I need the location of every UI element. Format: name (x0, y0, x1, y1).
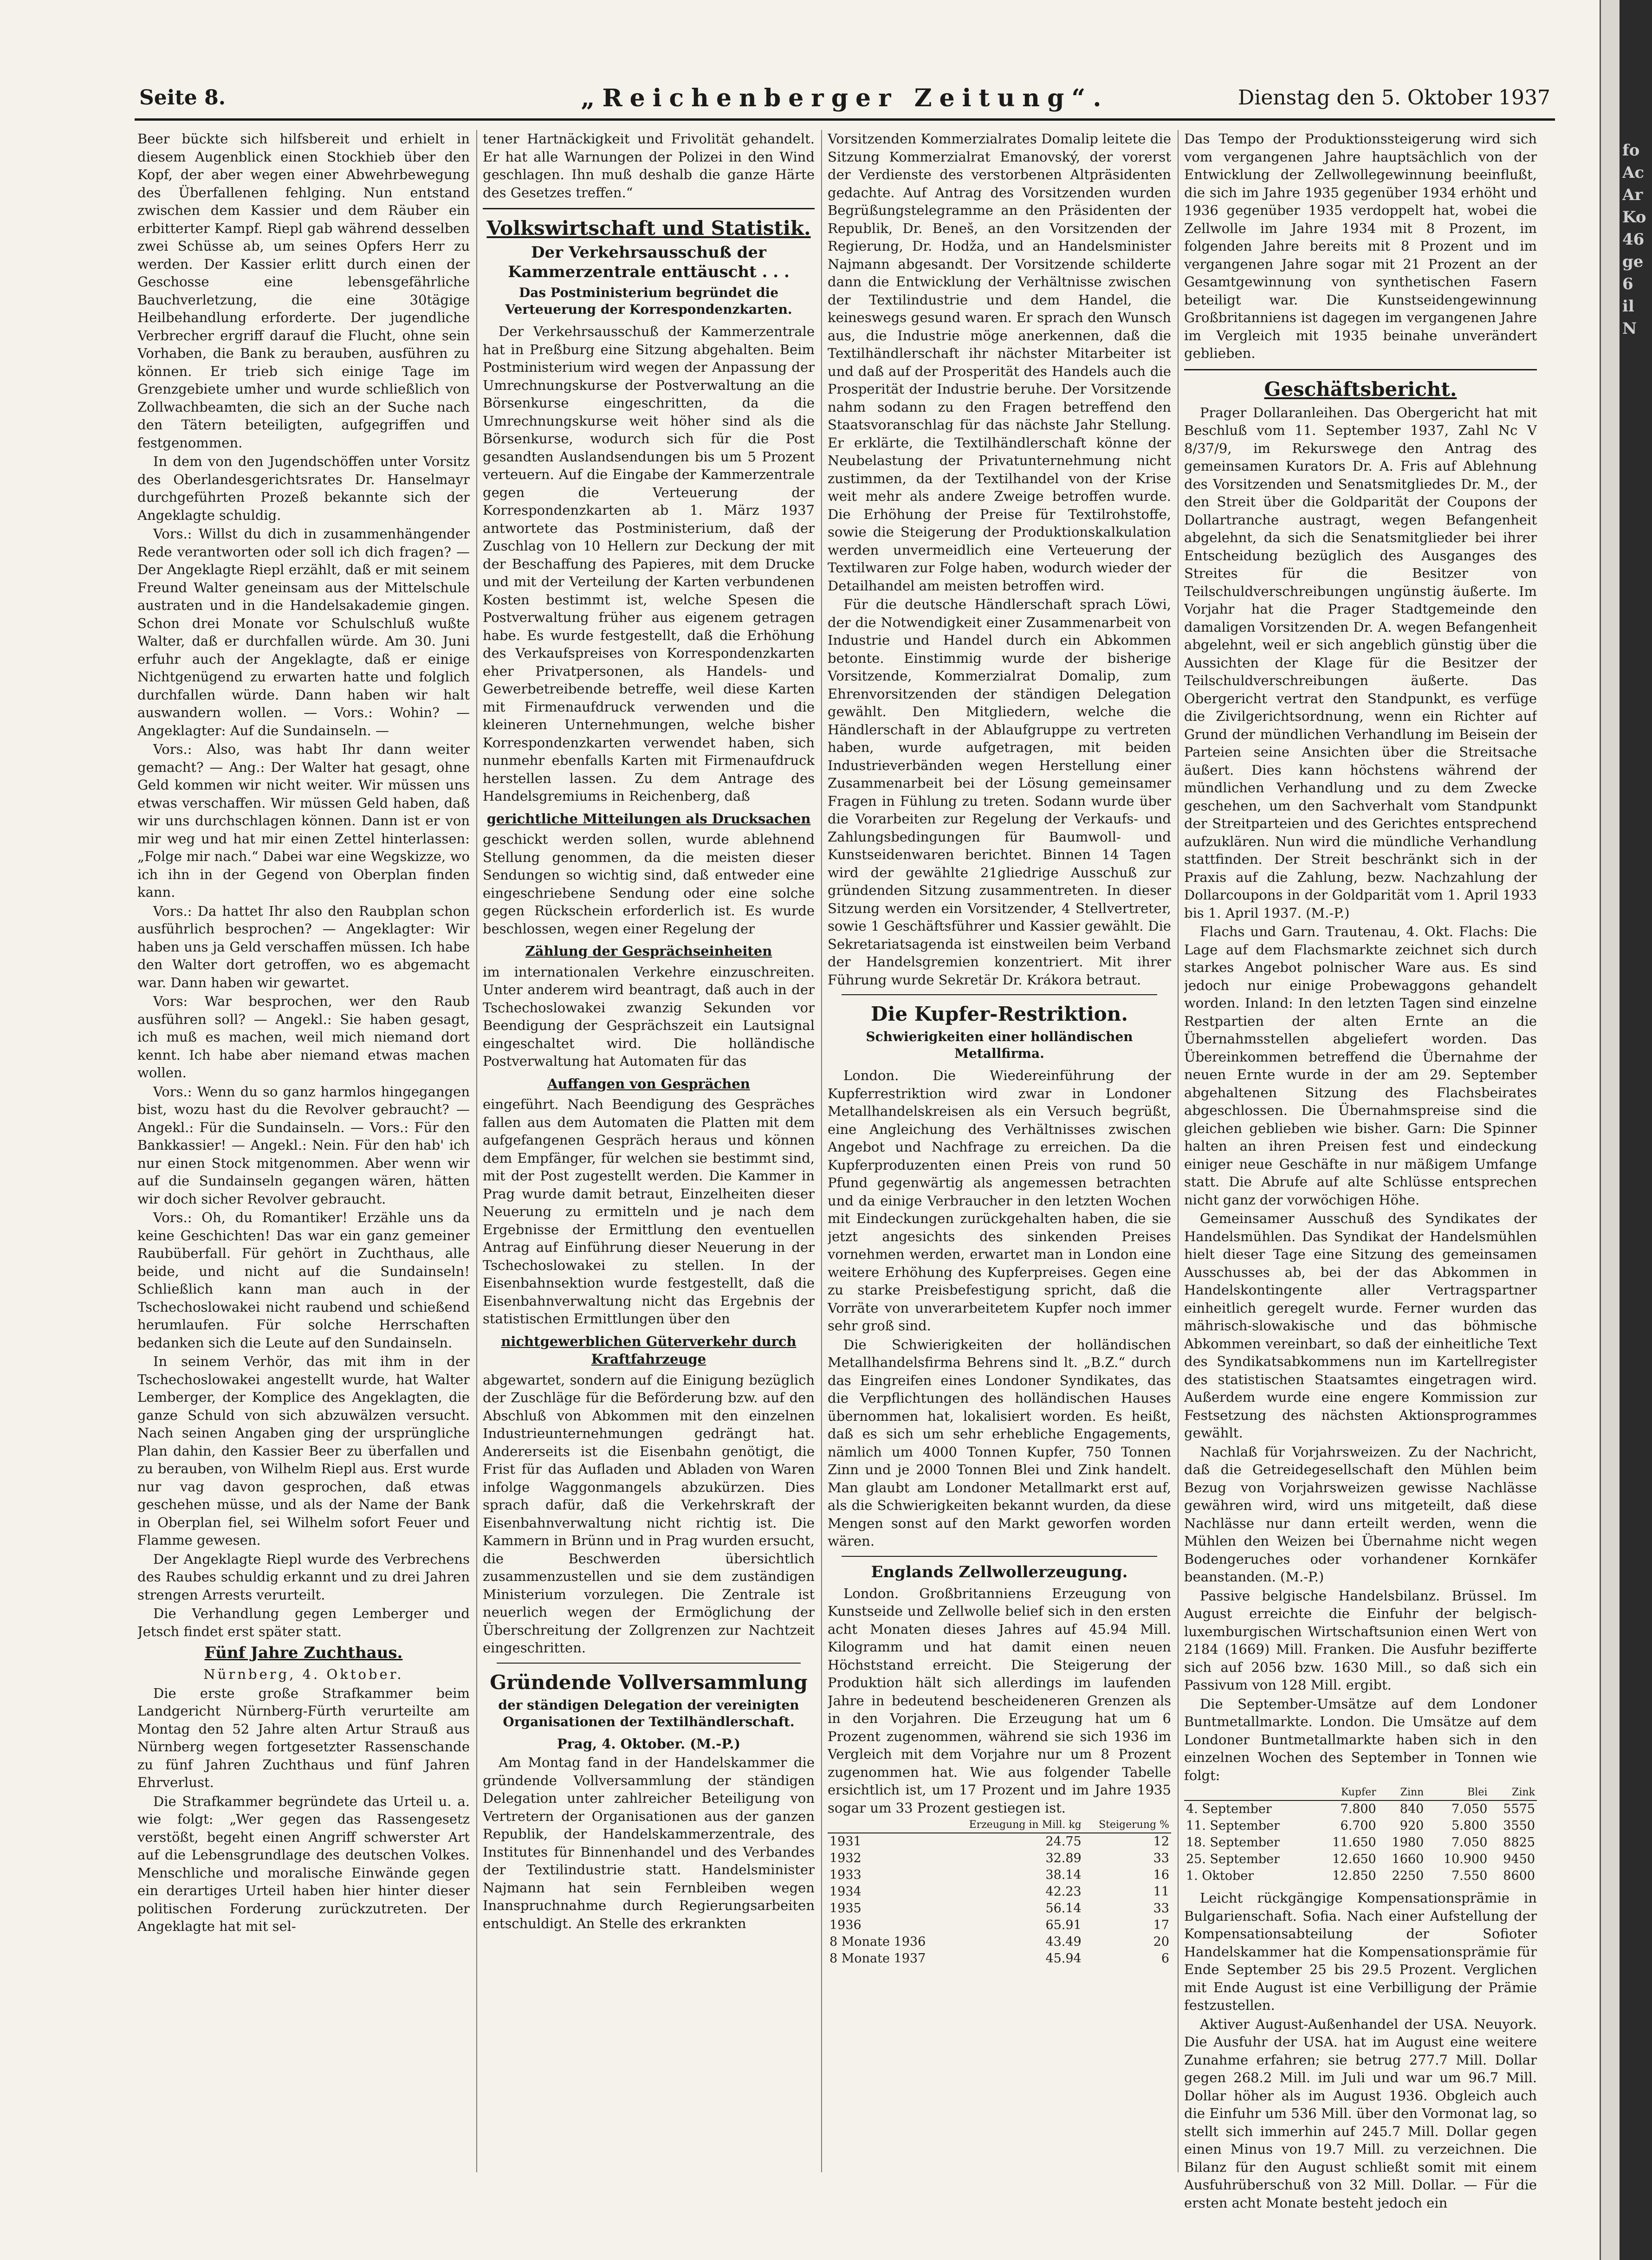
table-cell: 38.14 (1045, 1868, 1082, 1882)
table-row (828, 1884, 1171, 1900)
table-header (1184, 1787, 1315, 1800)
table-cell: 7.050 (1451, 1835, 1488, 1850)
article-headline: Der Verkehrsausschuß der Kammerzentrale enttäuscht . . . (508, 243, 790, 281)
adjacent-page-edge (1620, 0, 1652, 2260)
article-headline: Die Kupfer-Restriktion. (871, 1003, 1128, 1025)
table-cell: 17 (1153, 1918, 1169, 1932)
article-paragraph: London. Die Wiedereinführung der Kupferrestriktion wird zwar in Londoner Metallhandelskreisen als ein Versuch begrüßt, eine Angleichung des Verhältnisses zwischen Angebot und Nachfrage zu erreichen. Da die Kupferproduzenten einen Preis von rund 50 Pfund gegenwärtig als angemessen betrachten und da einige Verbraucher in den letzten Wochen mit Eindeckungen zurückgehalten haben, die sie jetzt angesichts des sinkenden Preises vornehmen werden, erwartet man in London eine weitere Erhöhung des Kupferpreises. Gegen eine zu starke Preisbefestigung spricht, daß die Vorräte von unverarbeitetem Kupfer noch immer sehr groß sind. (828, 1068, 1171, 1334)
page-number: Seite 8. (139, 86, 226, 110)
business-notice: Prager Dollaranleihen. Das Obergericht hat mit Beschluß vom 11. September 1937, Zahl Nc V 8/37/9, im Rekurswege den Antrag des gemeinsamen Kurators Dr. A. Fris auf Ablehnung des Vorsitzenden und Senatsmitgliedes Dr. M., der den Streit über die Goldparität der Coupons der Dollartranche austragt, wegen Befangenheit abgelehnt, da sich die Senatsmitglieder bei ihrer Entscheidung bezüglich des Ausganges des Streites für die Besitzer von Teilschuldverschreibungen ungünstig äußerte. Im Vorjahr hat die Prager Stadtgemeinde den damaligen Vorsitzenden Dr. A. wegen Befangenheit abgelehnt, weil er sich angeblich günstig über die Aussichten der Klage für die Besitzer der Teilschuldverschreibungen äußerte. Das Obergericht vertrat den Standpunkt, es verfüge die Zivilgerichtsordnung, wenn ein Richter auf Grund der mündlichen Verhandlung im Beisein der Parteien seine Ansichten über die Streitsache äußert. Dies kann höchstens während der mündlichen Verhandlung und zu dem Zwecke geschehen, um den Sachverhalt vom Standpunkt der Streitparteien und des Gerichtes entsprechend aufzuklären. Nun wird die mündliche Verhandlung stattfinden. Der Streit beschränkt sich in der Praxis auf die Zahlung, bezw. Nachzahlung der Dollarcoupons in der Goldparität vom 1. April 1933 bis 1. April 1937. (M.-P.) (1184, 404, 1537, 921)
article-paragraph: Vors: War besprochen, wer den Raub ausführen soll? — Angekl.: Sie haben gesagt, ich muß es machen, weil mich niemand dort kennt. Ich habe aber niemand etwas machen wollen. (137, 993, 470, 1081)
article-paragraph: Vors.: Wenn du so ganz harmlos hingegangen bist, wozu hast du die Revolver gebraucht? — Angekl.: Für die Sundainseln. — Vors.: Für den Bankkassier! — Angekl.: Nein. Für den hab' ich nur einen Stock mitgenommen. Aber wenn wir auf die Sundainseln gegangen wären, hätten wir doch sicher Revolver gebraucht. (137, 1083, 470, 1207)
article-headline: Gründende Vollversammlung (490, 1671, 808, 1694)
table-header: Zinn (1378, 1787, 1426, 1800)
inline-subhead: gerichtliche Mitteilungen als Drucksachen (486, 810, 811, 827)
table-cell: 16 (1153, 1868, 1169, 1882)
article-paragraph: abgewartet, sondern auf die Einigung bezüglich der Zuschläge für die Beförderung bzw. auf den Abschluß von Abkommen mit den einzelnen Industrieunternehmungen gedrängt hat. Andererseits ist die Eisenbahn genötigt, die Frist für das Aufladen und Abladen von Waren infolge Waggonmangels abzukürzen. Dies sprach dafür, daß die Verkehrskraft der Eisenbahnverwaltung nicht richtig ist. Die Kammern in Brünn und in Prag wurden ersucht, die Beschwerden übersichtlich zusammenzustellen und sie dem zuständigen Ministerium vorzulegen. Die Zentrale ist neuerlich wegen der Ermöglichung der Überschreitung der Zollgrenzen zur Nachtzeit eingeschritten. (483, 1372, 815, 1656)
article-headline: Fünf Jahre Zuchthaus. (204, 1644, 403, 1662)
article-divider (842, 1556, 1157, 1557)
article-paragraph: In seinem Verhör, das mit ihm in der Tschechoslowakei angestellt wurde, hat Walter Lemberger, der Komplice des Angeklagten, die ganze Schuld von sich abzuwälzen versucht. Nach seinen Angaben ging der ursprüngliche Plan dahin, den Kassier Beer zu überfallen und zu berauben, von Wilhelm Riepl aus. Erst wurde nur vag davon gesprochen, daß etwas geschehen müsse, und als der Name der Bank in Oberplan fiel, sei Wilhelm sofort Feuer und Flamme gewesen. (137, 1353, 470, 1548)
business-notice: Nachlaß für Vorjahrsweizen. Zu der Nachricht, daß die Getreidegesellschaft den Mühlen beim Bezug von Vorjahrsweizen gewisse Nachlässe gewähren wird, wird uns mitgeteilt, daß diese Nachlässe nur dann erteilt werden, wenn die Mühlen den Weizen bei Übernahme nicht wegen Bodengeruches oder vorhandener Kornkäfer beanstanden. (M.-P.) (1184, 1444, 1537, 1585)
article-paragraph: eingeführt. Nach Beendigung des Gespräches fallen aus dem Automaten die Platten mit dem aufgefangenen Gespräch heraus und können dem Empfänger, für welchen sie bestimmt sind, mit der Post zugestellt werden. Die Kammer in Prag wurde damit betraut, Einzelheiten dieser Neuerung zu ermitteln und je nach dem Ergebnisse der Ermittlung den eventuellen Antrag auf Einführung dieser Neuerung in der Tschechoslowakei zu stellen. In der Eisenbahnsektion wurde festgestellt, daß die Eisenbahnverwaltung nicht das Ergebnis der statistischen Ermittlungen über den (483, 1096, 815, 1327)
column-1 (137, 130, 470, 2214)
table-row (828, 1934, 1171, 1950)
table-cell: 1933 (829, 1868, 862, 1882)
adjacent-page-fragments (1622, 139, 1650, 340)
column-4 (1184, 130, 1537, 2214)
article-paragraph: tener Hartnäckigkeit und Frivolität gehandelt. Er hat alle Warnungen der Polizei in den Wind geschlagen. Ihn muß deshalb die ganze Härte des Gesetzes treffen.“ (483, 131, 815, 201)
column-2 (483, 130, 815, 2214)
table-cell: 5.800 (1451, 1819, 1488, 1833)
inline-subhead: Auffangen von Gesprächen (547, 1075, 750, 1092)
fragment: fo (1622, 141, 1640, 160)
article-paragraph: Beer bückte sich hilfsbereit und erhielt in diesem Augenblick einen Stockhieb über den Kopf, der aber wegen einer Abwehrbewegung des Überfallenen fehlging. Nun entstand zwischen dem Kassier und dem Räuber ein erbitterter Kampf. Riepl gab während desselben zwei Schüsse ab, um seines Opfers Herr zu werden. Der Kassier erlitt durch einen der Geschosse eine lebensgefährliche Bauchverletzung, die eine 30tägige Heilbehandlung erforderte. Der jugendliche Verbrecher ergriff darauf die Flucht, ohne sein Vorhaben, die Bank zu berauben, ausführen zu können. Er trieb sich einige Tage im Grenzgebiete umher und wurde schließlich von Zollwachbeamten, die sich an der Suche nach den Tätern beteiligten, aufgegriffen und festgenommen. (137, 131, 470, 451)
table-cell: 11 (1153, 1884, 1169, 1899)
article-paragraph: Die erste große Strafkammer beim Landgericht Nürnberg-Fürth verurteilte am Montag den 52 Jahre alten Artur Strauß aus Nürnberg wegen fortgesetzter Rassenschande zu fünf Jahren Zuchthaus und fünf Jahren Ehrverlust. (137, 1685, 470, 1790)
article-paragraph: Am Montag fand in der Handelskammer die gründende Vollversammlung der ständigen Delegation unter zahlreicher Beteiligung von Vertretern der Organisationen aus der ganzen Republik, der Handelskammerzentrale, des Institutes für Binnenhandel und des Verbandes der Textilindustrie statt. Handelsminister Najmann hat sein Fernbleiben wegen Inanspruchnahme durch Regierungsarbeiten entschuldigt. An Stelle des erkrankten (483, 1755, 815, 1931)
article-paragraph: geschickt werden sollen, wurde ablehnend Stellung genommen, da die meisten dieser Sendungen so wichtig sind, daß entweder eine eingeschriebene Sendung oder eine solche gegen Rückschein erforderlich ist. Es wurde beschlossen, wegen einer Regelung der (483, 831, 815, 937)
metal-turnover-table (1184, 1787, 1537, 1884)
article-paragraph: Vors.: Also, was habt Ihr dann weiter gemacht? — Ang.: Der Walter hat gesagt, ohne Geld kommen wir nicht weiter. Wir müssen uns etwas verschaffen. Wir müssen Geld haben, daß wir uns durchschlagen können. Dann ist er von mir weg und hat mir einen Zettel hinterlassen: „Folge mir nach.“ Dabei war eine Wegskizze, wo ich ihn in der Gegend von Oberplan finden kann. (137, 741, 470, 900)
table-row (1184, 1800, 1537, 1818)
page-header (135, 81, 1555, 121)
article-paragraph: Die Strafkammer begründete das Urteil u. a. wie folgt: „Wer gegen das Rassengesetz verstößt, begeht einen Angriff schwerster Art auf die Lebensgrundlage des deutschen Volkes. Menschliche und moralische Einwände gegen ein derartiges Urteil haben hier hinter dieser politischen Forderung zurückzutreten. Der Angeklagte hat mit sel- (137, 1793, 470, 1934)
article-paragraph: London. Großbritanniens Erzeugung von Kunstseide und Zellwolle belief sich in den ersten acht Monaten dieses Jahres auf 45.94 Mill. Kilogramm und hat damit einen neuen Höchststand erreicht. Die Steigerung der Produktion hält sich allerdings im laufenden Jahre in bedeutend bescheideneren Grenzen als in den Vorjahren. Die Erzeugung hat um 6 Prozent zugenommen, während sie sich 1936 im Vergleich mit dem Vorjahre nur um 8 Prozent zugenommen hat. Wie aus folgender Tabelle ersichtlich ist, um 17 Prozent und im Jahre 1935 sogar um 33 Prozent gestiegen ist. (828, 1585, 1171, 1816)
table-cell: 42.23 (1045, 1884, 1082, 1899)
table-cell: 25. September (1186, 1852, 1280, 1866)
table-cell: 7.050 (1451, 1802, 1488, 1816)
article-paragraph: Für die deutsche Händlerschaft sprach Löwi, der die Notwendigkeit einer Zusammenarbeit von Industrie und Handel durch ein Abkommen betonte. Einstimmig wurde der bisherige Vorsitzende, Kommerzialrat Domalip, zum Ehrenvorsitzenden der ständigen Delegation gewählt. Den Mitgliedern, welche die Händlerschaft in der Ablaufgruppe zu vertreten haben, wurde aufgetragen, mit beiden Industrieverbänden wegen Herstellung einer Zusammenarbeit bei der Lösung gemeinsamer Fragen in Fühlung zu treten. Sodann wurde über die Vorarbeiten zur Regelung der Verkaufs- und Zahlungsbedingungen für Baumwoll- und Kunstseidenwaren berichtet. Binnen 14 Tagen wird der gewählte 21gliedrige Ausschuß zur gründenden Sitzung zusammentreten. In dieser Sitzung werden ein Vorsitzender, 4 Stellvertreter, sowie 1 Geschäftsführer und Kassier gewählt. Die Sekretariatsagenda ist einstweilen beim Verband der Handelsgremien konzentriert. Mit ihrer Führung wurde Sekretär Dr. Krákora betraut. (828, 596, 1171, 988)
fragment: 6 (1622, 275, 1633, 293)
table-header: Erzeugung in Mill. kg (946, 1820, 1083, 1833)
article-paragraph: In dem von den Jugendschöffen unter Vorsitz des Oberlandesgerichtsrates Dr. Hanselmayr durchgeführten Prozeß bekannte sich der Angeklagte schuldig. (137, 453, 470, 523)
table-cell: 7.800 (1340, 1802, 1376, 1816)
article-headline: Englands Zellwollerzeugung. (871, 1562, 1128, 1581)
article-paragraph: Vors.: Willst du dich in zusammenhängender Rede verantworten oder soll ich dich fragen? — Der Angeklagte Riepl erzählt, daß er mit seinem Freund Walter geneinsam aus der Mittelschule austraten und in die Handelsakademie gingen. Schon drei Monate vor Schulschluß wußte Walter, daß er durchfallen würde. Am 30. Juni erfuhr auch der Angeklagte, daß er einige Nichtgenügend zu erwarten hatte und folglich durchfallen würde. Dann haben wir halt auswandern wollen. — Vors.: Wohin? — Angeklagter: Auf die Sundainseln. — (137, 526, 470, 738)
article-paragraph: Die Verhandlung gegen Lemberger und Jetsch findet erst später statt. (137, 1606, 470, 1639)
table-cell: 11. September (1186, 1819, 1280, 1833)
section-divider (483, 208, 815, 209)
table-cell: 32.89 (1045, 1851, 1082, 1865)
table-cell: 12.650 (1332, 1852, 1376, 1866)
column-rule (1178, 130, 1179, 2172)
table-cell: 840 (1399, 1802, 1424, 1816)
inline-subhead: Zählung der Gesprächseinheiten (525, 943, 772, 959)
table-cell: 1936 (829, 1918, 862, 1932)
table-cell: 10.900 (1443, 1852, 1488, 1866)
table-cell: 1931 (829, 1834, 862, 1849)
table-cell: 920 (1399, 1819, 1424, 1833)
table-cell: 2250 (1392, 1869, 1424, 1883)
article-paragraph: Der Angeklagte Riepl wurde des Verbrechens des Raubes schuldig erkannt und zu drei Jahren strengen Arrests verurteilt. (137, 1551, 470, 1603)
table-cell: 6 (1161, 1951, 1169, 1966)
fragment: Ac (1622, 163, 1645, 182)
table-cell: 33 (1153, 1851, 1169, 1865)
scan-margin (1600, 0, 1620, 2260)
column-rule (821, 130, 822, 2172)
fragment: ge (1622, 253, 1644, 271)
section-title: Volkswirtschaft und Statistik. (486, 217, 811, 240)
fragment: il (1622, 297, 1634, 316)
table-cell: 8 Monate 1936 (829, 1935, 926, 1949)
table-row (828, 1867, 1171, 1884)
article-paragraph: Vors.: Da hattet Ihr also den Raubplan schon ausführlich besprochen? — Angeklagter: Wir haben uns ja Geld verschaffen müssen. Ich habe den Walter dort getroffen, wo es abgemacht war. Dann haben wir gewartet. (137, 903, 470, 991)
table-cell: 3550 (1503, 1819, 1535, 1833)
table-header: Kupfer (1315, 1787, 1378, 1800)
table-cell: 56.14 (1045, 1901, 1082, 1916)
article-subheadline: Das Postministerium begründet die Verteuerung der Korrespondenzkarten. (505, 285, 792, 317)
table-header-row (1184, 1787, 1537, 1800)
table-cell: 7.550 (1451, 1869, 1488, 1883)
table-cell: 11.650 (1332, 1835, 1376, 1850)
table-cell: 24.75 (1045, 1834, 1082, 1849)
issue-date: Dienstag den 5. Oktober 1937 (1238, 86, 1550, 110)
table-cell: 9450 (1503, 1852, 1535, 1866)
article-paragraph: im internationalen Verkehre einzuschreiten. Unter anderem wird beantragt, daß auch in der Tschechoslowakei zwanzig Sekunden vor Beendigung der Gesprächszeit ein Lautsignal eingeschaltet wird. Die holländische Postverwaltung hat Automaten für das (483, 964, 815, 1069)
article-divider (497, 1663, 801, 1664)
article-paragraph: Der Verkehrsausschuß der Kammerzentrale hat in Preßburg eine Sitzung abgehalten. Beim Postministerium wird wegen der Anpassung der Umrechnungskurse der Postverwaltung an die Börsenkurse eingeschritten, da die Umrechnungskurse weit höher sind als die Börsenkurse, wodurch sich für die Post gesandten Auslandsendungen bis um 5 Prozent verteuern. Auf die Eingabe der Kammerzentrale gegen die Verteuerung der Korrespondenzkarten ab 1. März 1937 antwortete das Postministerium, daß der Zuschlag von 10 Hellern zur Deckung der mit der Beschaffung des Papieres, mit dem Drucke und mit der Verteilung der Karten verbundenen Kosten bestimmt ist, welche Spesen die Postverwaltung früher aus eigenem getragen habe. Es wurde festgestellt, daß die Erhöhung des Verkaufspreises von Korrespondenzkarten eher Privatpersonen, als Handels- und Gewerbetreibende betreffe, weil diese Karten mit Firmenaufdruck verwenden und die kleineren Unternehmungen, welche bisher Korrespondenzkarten verwendet haben, sich nunmehr ebenfalls Karten mit Firmenaufdruck herstellen lassen. Zu dem Antrage des Handelsgremiums in Reichenberg, daß (483, 324, 815, 804)
table-header-row (828, 1820, 1171, 1833)
table-cell: 8600 (1503, 1869, 1535, 1883)
column-3 (828, 130, 1171, 2214)
dateline: Prag, 4. Oktober. (M.-P.) (557, 1735, 741, 1752)
table-header (828, 1820, 946, 1833)
table-cell: 12 (1153, 1834, 1169, 1849)
table-header: Blei (1425, 1787, 1489, 1800)
fragment: N (1622, 319, 1637, 338)
table-cell: 1934 (829, 1884, 862, 1899)
section-divider (1184, 369, 1537, 370)
table-cell: 1. Oktober (1186, 1869, 1254, 1883)
article-subheadline: der ständigen Delegation der vereinigten Organisationen der Textilhändlerschaft. (498, 1697, 799, 1729)
table-row (828, 1850, 1171, 1867)
table-cell: 20 (1153, 1935, 1169, 1949)
table-row (1184, 1818, 1537, 1834)
table-cell: 18. September (1186, 1835, 1280, 1850)
table-row (1184, 1834, 1537, 1851)
table-cell: 8825 (1503, 1835, 1535, 1850)
fragment: Ko (1622, 208, 1646, 227)
business-notice: Aktiver August-Außenhandel der USA. Neuyork. Die Ausfuhr der USA. hat im August eine weitere Zunahme erfahren; sie betrug 277.7 Mill. Dollar gegen 268.2 Mill. im Juli und war um 96.7 Mill. Dollar höher als im August 1936. Obgleich auch die Einfuhr um 536 Mill. über den Vormonat lag, so stellt sich immerhin auf 245.7 Mill. Dollar gegen einen Minus von 19.7 Mill. zu verzeichnen. Die Bilanz für den August schließt somit mit einem Ausfuhrüberschuß von 32 Mill. Dollar. — Für die ersten acht Monate besteht jedoch ein (1184, 2016, 1537, 2211)
table-row (828, 1900, 1171, 1917)
table-cell: 8 Monate 1937 (829, 1951, 926, 1966)
table-cell: 12.850 (1332, 1869, 1376, 1883)
fragment: 46 (1622, 230, 1645, 249)
inline-subhead: nichtgewerblichen Güterverkehr durch Kraftfahrzeuge (501, 1333, 797, 1367)
table-cell: 4. September (1186, 1802, 1272, 1816)
table-row (828, 1950, 1171, 1967)
table-cell: 1660 (1392, 1852, 1424, 1866)
article-subheadline: Schwierigkeiten einer holländischen Metallfirma. (866, 1029, 1133, 1061)
table-row (828, 1917, 1171, 1934)
article-paragraph: Die Schwierigkeiten der holländischen Metallhandelsfirma Behrens sind lt. „B.Z.“ durch das Eingreifen eines Londoner Syndikates, das die Verpflichtungen des holländischen Hauses übernommen hat, lokalisiert worden. Es heißt, daß es sich um sehr erhebliche Engagements, nämlich um 4000 Tonnen Kupfer, 750 Tonnen Zinn und je 2000 Tonnen Blei und Zink handelt. Man glaubt am Londoner Metallmarkt erst auf, als die Schwierigkeiten bekannt wurden, da diese Mengen sonst auf den Markt geworfen worden wären. (828, 1336, 1171, 1549)
table-cell: 1980 (1392, 1835, 1424, 1850)
table-cell: 45.94 (1045, 1951, 1082, 1966)
newspaper-title: „Reichenberger Zeitung“. (581, 84, 1109, 112)
table-cell: 5575 (1503, 1802, 1535, 1816)
column-rule (476, 130, 477, 2172)
table-cell: 33 (1153, 1901, 1169, 1916)
table-row (1184, 1851, 1537, 1868)
table-row (1184, 1868, 1537, 1884)
business-notice: Passive belgische Handelsbilanz. Brüssel. Im August erreichte die Einfuhr der belgisch-luxemburgischen Wirtschaftsunion einen Wert von 2184 (1669) Mill. Franken. Die Ausfuhr bezifferte sich auf 2056 bzw. 1630 Mill., so daß sich ein Passivum von 128 Mill. ergibt. (1184, 1587, 1537, 1693)
article-paragraph: Vorsitzenden Kommerzialrates Domalip leitete die Sitzung Kommerzialrat Emanovský, der vorerst der Verdienste des verstorbenen Altpräsidenten gedachte. Auf Antrag des Vorsitzenden wurden Begrüßungstelegramme an den Präsidenten der Republik, Dr. Beneš, an den Vorsitzenden der Regierung, Dr. Hodža, und an Handelsminister Najmann abgesandt. Der Vorsitzende schilderte dann die Entwicklung der Verhältnisse zwischen der Textilindustrie und dem Handel, die keineswegs gesund waren. Er sprach den Wunsch aus, die Industrie möge anerkennen, daß die Textilhändlerschaft ihr nächster Mitarbeiter ist und daß auf der Prosperität des Handels auch die Prosperität der Industrie beruhe. Der Vorsitzende nahm sodann zu den Fragen betreffend den Staatsvoranschlag für das nächste Jahr Stellung. Er erklärte, die Textilhändlerschaft könne der Neubelastung der Privatunternehmung nicht zustimmen, da der Textilhandel von der Krise weit mehr als andere Zweige betroffen wurde. Die Erhöhung der Preise für Textilrohstoffe, sowie die Steigerung der Produktionskalkulation werden unvermeidlich eine Verteuerung der Textilwaren zur Folge haben, wodurch wieder der Detailhandel am meisten betroffen wird. (828, 131, 1171, 594)
table-cell: 6.700 (1340, 1819, 1376, 1833)
article-paragraph: Das Tempo der Produktionssteigerung wird sich vom vergangenen Jahre hauptsächlich von der Entwicklung der Zellwollegewinnung beeinflußt, die sich im Jahre 1935 gegenüber 1934 erhöht und 1936 gegenüber 1935 verdoppelt hat, wobei die Zellwolle im Jahre 1934 mit 8 Prozent, im folgenden Jahre bereits mit 8 Prozent und im vergangenen Jahre sogar mit 21 Prozent an der Gesamtgewinnung von synthetischen Fasern beteiligt war. Die Kunstseidengewinnung Großbritanniens ist dagegen im vergangenen Jahre im Vergleich mit 1935 beinahe unverändert geblieben. (1184, 131, 1537, 361)
business-notice: Flachs und Garn. Trautenau, 4. Okt. Flachs: Die Lage auf dem Flachsmarkte zeichnet sich durch starkes Angebot polnischer Ware aus. Es sind jedoch nur einige Probewaggons gehandelt worden. Inland: In den letzten Tagen sind einzelne Restpartien der alten Ernte an die Übernahmsstellen abgeliefert worden. Das Übereinkommen betreffend die Übernahme der neuen Ernte wurde in der am 29. September abgehaltenen Sitzung des Flachsbeirates abgeschlossen. Die Übernahmspreise sind die gleichen geblieben wie bisher. Garn: Die Spinner halten an ihren Preisen fest und eindeckung einiger neue Geschäfte in nur mäßigem Umfange statt. Die Abrufe auf alte Schlüsse entsprechen nicht ganz der vorwöchigen Höhe. (1184, 924, 1537, 1208)
article-paragraph: Vors.: Oh, du Romantiker! Erzähle uns da keine Geschichten! Das war ein ganz gemeiner Raubüberfall. Für gehört in Zuchthaus, alle beide, und nicht auf die Sundainseln! Schließlich kann man auch in der Tschechoslowakei nicht raubend und schießend herumlaufen. Für solche Herrschaften bedanken sich die Leute auf den Sundainseln. (137, 1210, 470, 1351)
business-notice: Leicht rückgängige Kompensationsprämie in Bulgarienschaft. Sofia. Nach einer Aufstellung der Kompensationsabteilung der Sofioter Handelskammer hat die Kompensationsprämie für Ende September 25 bis 29.5 Prozent. Verglichen mit Ende August ist eine Verbilligung der Prämie festzustellen. (1184, 1890, 1537, 2013)
business-notice: Die September-Umsätze auf dem Londoner Buntmetallmarkte. London. Die Umsätze auf dem Londoner Buntmetallmarkte haben sich in den einzelnen Wochen des September in Tonnen wie folgt: (1184, 1696, 1537, 1783)
fragment: Ar (1622, 186, 1643, 204)
table-cell: 43.49 (1045, 1935, 1082, 1949)
table-cell: 65.91 (1045, 1918, 1082, 1932)
business-notice: Gemeinsamer Ausschuß des Syndikates der Handelsmühlen. Das Syndikat der Handelsmühlen hielt dieser Tage eine Sitzung des gemeinsamen Ausschusses ab, bei der das Abkommen in Handelskontingente aller Vertragspartner einheitlich geregelt wurde. Ferner wurden das mährisch-slowakische und das böhmische Abkommen vereinbart, so daß der einheitliche Text des Syndikatsabkommens nun im Kartellregister des statistischen Staatsamtes eingetragen wird. Außerdem wurde eine engere Kommission zur Festsetzung des nächsten Aktionsprogrammes gewählt. (1184, 1211, 1537, 1441)
table-cell: 1932 (829, 1851, 862, 1865)
table-row (828, 1833, 1171, 1850)
section-title: Geschäftsbericht. (1264, 377, 1457, 401)
article-divider (842, 994, 1157, 995)
dateline: Nürnberg, 4. Oktober. (203, 1666, 404, 1682)
production-table (828, 1820, 1171, 1967)
table-header: Steigerung % (1083, 1820, 1171, 1833)
table-cell: 1935 (829, 1901, 862, 1916)
table-header: Zink (1489, 1787, 1537, 1800)
